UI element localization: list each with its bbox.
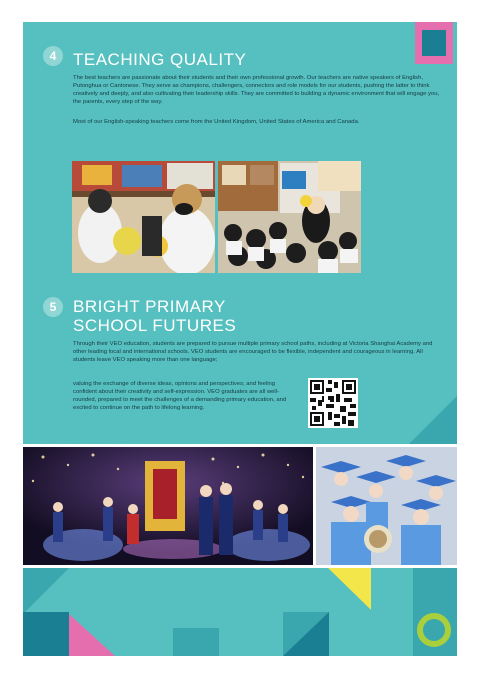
section-5-heading-line-2: SCHOOL FUTURES bbox=[73, 316, 237, 335]
bottom-decorative-panel bbox=[23, 568, 457, 656]
section-4-paragraph-1: The best teachers are passionate about their students and their own professional growth. Our teachers are native speakers of English, Putonghua or Cantonese. They serve as champions, challengers, connectors and role models for our students, pushing the latter to think creatively and deeply, and also cultivating their leadership skills. They are committed to building a dynamic environment that will engage you, the parents, every step of the way. bbox=[73, 75, 440, 105]
corner-triangle-decoration bbox=[409, 396, 457, 444]
classroom-storytime-photo bbox=[218, 161, 361, 273]
section-5-number-badge: 5 bbox=[43, 297, 63, 317]
section-4-heading: TEACHING QUALITY bbox=[73, 50, 247, 69]
graduation-ceremony-photo bbox=[316, 447, 457, 565]
teacher-with-students-photo bbox=[72, 161, 215, 273]
section-4-paragraph-2: Most of our English-speaking teachers come from the United Kingdom, United States of America and Canada. bbox=[73, 119, 360, 125]
corner-square-decoration bbox=[415, 22, 453, 64]
stage-performance-photo bbox=[23, 447, 313, 565]
section-5-paragraph-side: valuing the exchange of diverse ideas, opinions and perspectives; and feeling confident about their creativity and self-expression. VEO graduates are all well-rounded, prepared to meet the challenges of a demanding primary education, and excited to continue on the path to lifelong learning. bbox=[73, 381, 287, 411]
section-4-number-badge: 4 bbox=[43, 46, 63, 66]
section-5-paragraph-top: Through their VEO education, students are prepared to pursue multiple primary school paths, including at Victoria Shanghai Academy and other leading local and international schools. VEO students are encouraged to be flexible, independent and courageous in learning. All students leave VEO speaking more than one language; bbox=[73, 341, 433, 363]
section-5-heading-line-1: BRIGHT PRIMARY bbox=[73, 297, 226, 316]
qr-code-icon[interactable] bbox=[308, 378, 358, 428]
content-panel bbox=[23, 22, 457, 444]
